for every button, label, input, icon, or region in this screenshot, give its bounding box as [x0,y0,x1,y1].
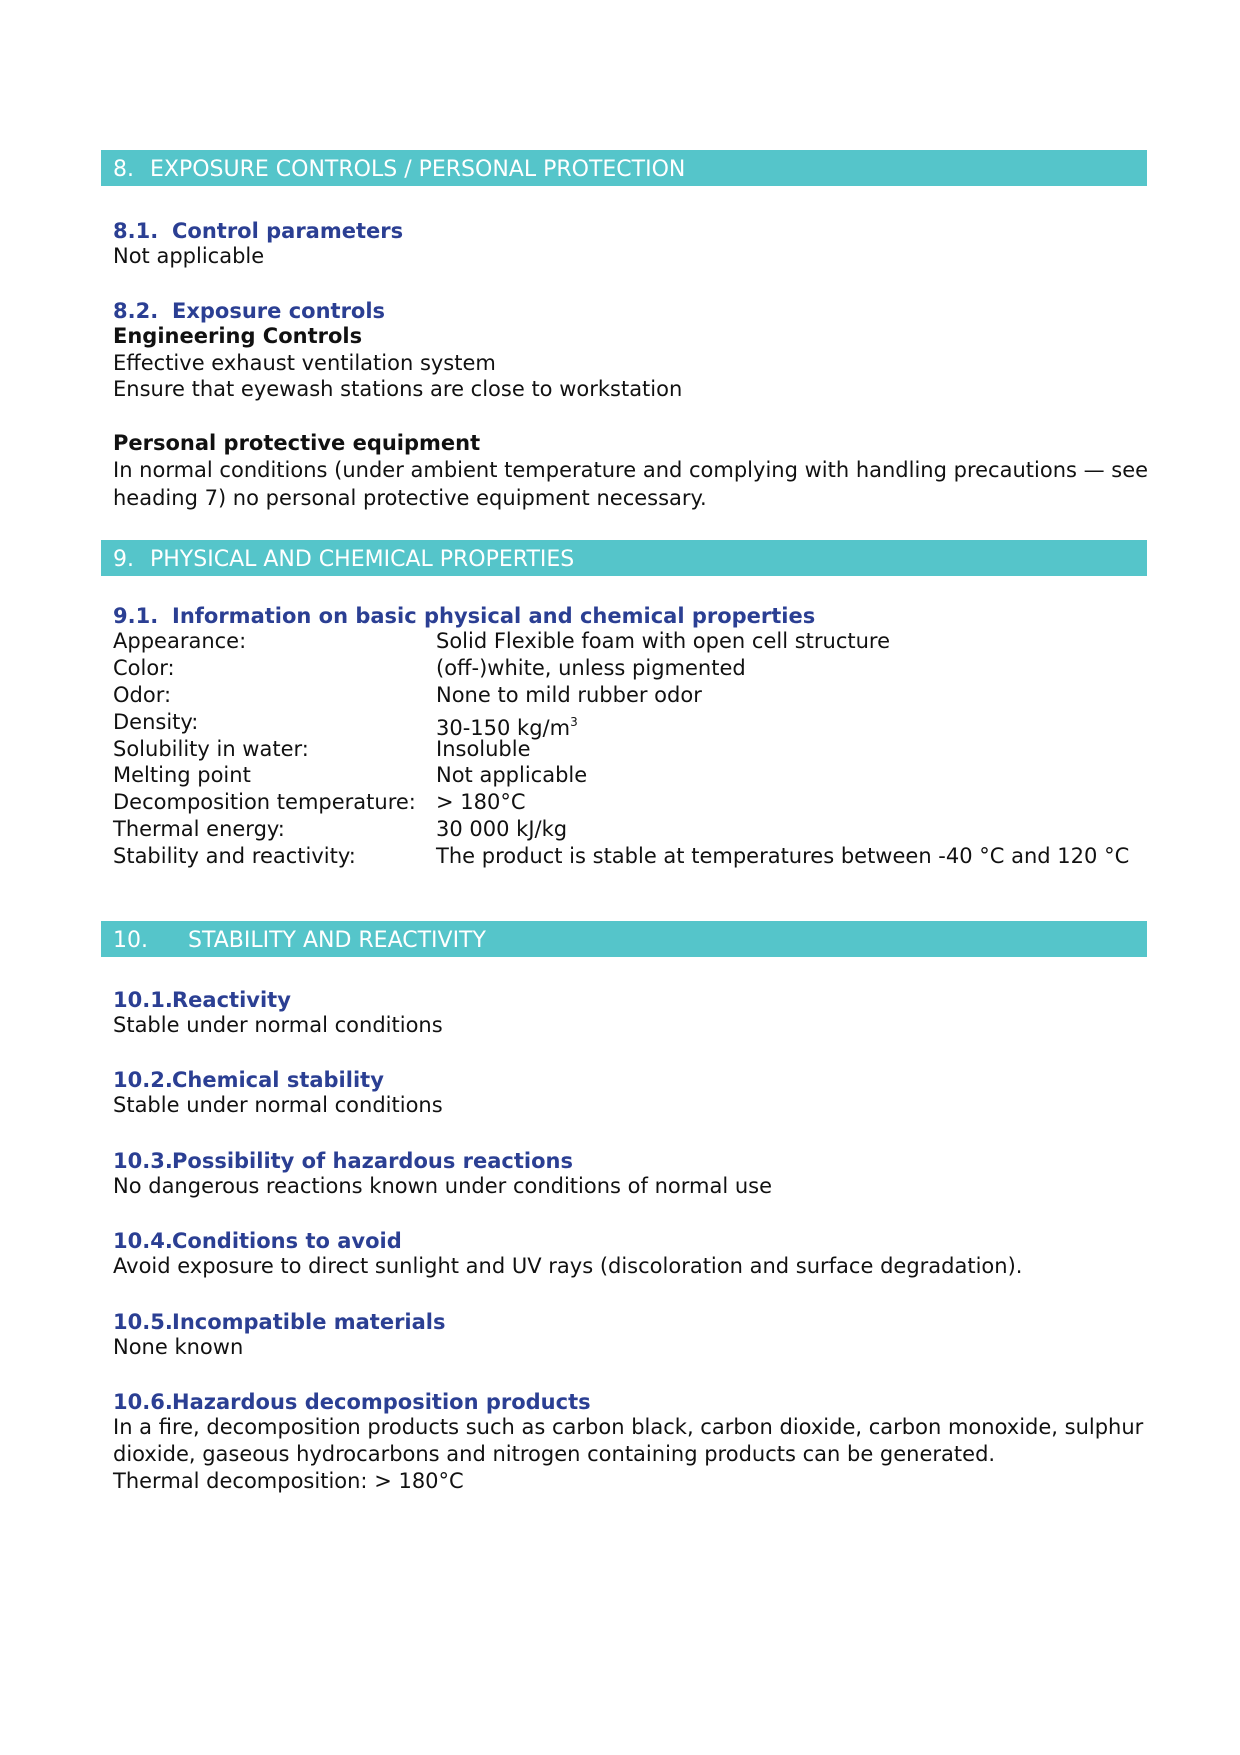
section-title: EXPOSURE CONTROLS / PERSONAL PROTECTION [150,157,686,182]
subsection-title: Hazardous decomposition products [172,1390,591,1414]
engineering-controls-heading: Engineering Controls [113,324,363,348]
density-value: 30-150 kg/m [436,716,571,740]
property-value: None to mild rubber odor [436,683,702,707]
subsection-title: Information on basic physical and chemical properties [172,604,816,628]
property-label: Appearance: [113,629,247,653]
property-label: Decomposition temperature: [113,790,416,814]
subsection-title: Reactivity [172,988,291,1012]
subsection-10-4-heading [113,1228,402,1254]
subsection-10-2-heading [113,1067,384,1093]
subsection-number: 8.1. [113,219,159,243]
thermal-decomposition-line: Thermal decomposition: > 180°C [113,1469,464,1493]
subsection-number: 8.2. [113,299,159,323]
section-number: 8. [113,157,134,182]
hazardous-reactions-text: No dangerous reactions known under conditions of normal use [113,1174,772,1198]
subsection-title: Control parameters [172,219,404,243]
section-9-header [101,540,1147,576]
property-label: Stability and reactivity: [113,844,356,868]
property-value: Insoluble [436,737,531,761]
subsection-title: Incompatible materials [172,1310,446,1334]
property-label: Solubility in water: [113,737,309,761]
property-value: (off-)white, unless pigmented [436,656,746,680]
subsection-10-5-heading [113,1309,446,1335]
property-label: Density: [113,710,199,734]
density-superscript: 3 [570,715,578,729]
property-value: > 180°C [436,790,526,814]
chemical-stability-text: Stable under normal conditions [113,1093,443,1117]
ppe-text-line-2: heading 7) no personal protective equipment necessary. [113,486,707,510]
subsection-8-1-heading [113,218,403,244]
subsection-8-2-heading [113,298,385,324]
section-number: 9. [113,547,134,572]
conditions-to-avoid-text: Avoid exposure to direct sunlight and UV rays (discoloration and surface degradation). [113,1254,1023,1278]
subsection-title: Chemical stability [172,1068,384,1092]
property-value: Solid Flexible foam with open cell structure [436,629,891,653]
property-value: 30 000 kJ/kg [436,817,568,841]
decomposition-products-line-1: In a fire, decomposition products such as carbon black, carbon dioxide, carbon monoxide, sulphur [113,1415,1144,1439]
section-number: 10. [113,928,148,953]
ppe-heading: Personal protective equipment [113,431,481,455]
subsection-title: Exposure controls [172,299,386,323]
property-value: The product is stable at temperatures between -40 °C and 120 °C [436,844,1130,868]
subsection-number: 9.1. [113,604,159,628]
property-label: Odor: [113,683,172,707]
subsection-number: 10.2. [113,1068,173,1092]
incompatible-materials-text: None known [113,1335,244,1359]
subsection-number: 10.6. [113,1390,173,1414]
property-value: Not applicable [436,763,588,787]
subsection-title: Conditions to avoid [172,1229,402,1253]
subsection-number: 10.5. [113,1310,173,1334]
engineering-controls-line-2: Ensure that eyewash stations are close to workstation [113,377,683,401]
section-title: PHYSICAL AND CHEMICAL PROPERTIES [150,547,575,572]
property-label: Color: [113,656,175,680]
property-label: Thermal energy: [113,817,285,841]
subsection-title: Possibility of hazardous reactions [172,1149,573,1173]
subsection-10-3-heading [113,1148,573,1174]
subsection-9-1-heading [113,603,815,629]
subsection-number: 10.3. [113,1149,173,1173]
engineering-controls-line-1: Effective exhaust ventilation system [113,351,496,375]
section-title: STABILITY AND REACTIVITY [188,928,486,953]
reactivity-text: Stable under normal conditions [113,1013,443,1037]
decomposition-products-line-2: dioxide, gaseous hydrocarbons and nitrogen containing products can be generated. [113,1442,996,1466]
section-10-header [101,921,1147,957]
subsection-10-6-heading [113,1389,591,1415]
control-parameters-text: Not applicable [113,244,265,268]
section-8-header [101,150,1147,186]
subsection-10-1-heading [113,987,291,1013]
subsection-number: 10.4. [113,1229,173,1253]
subsection-number: 10.1. [113,988,173,1012]
property-label: Melting point [113,763,251,787]
ppe-text-line-1: In normal conditions (under ambient temperature and complying with handling precautions — see [113,458,1149,482]
